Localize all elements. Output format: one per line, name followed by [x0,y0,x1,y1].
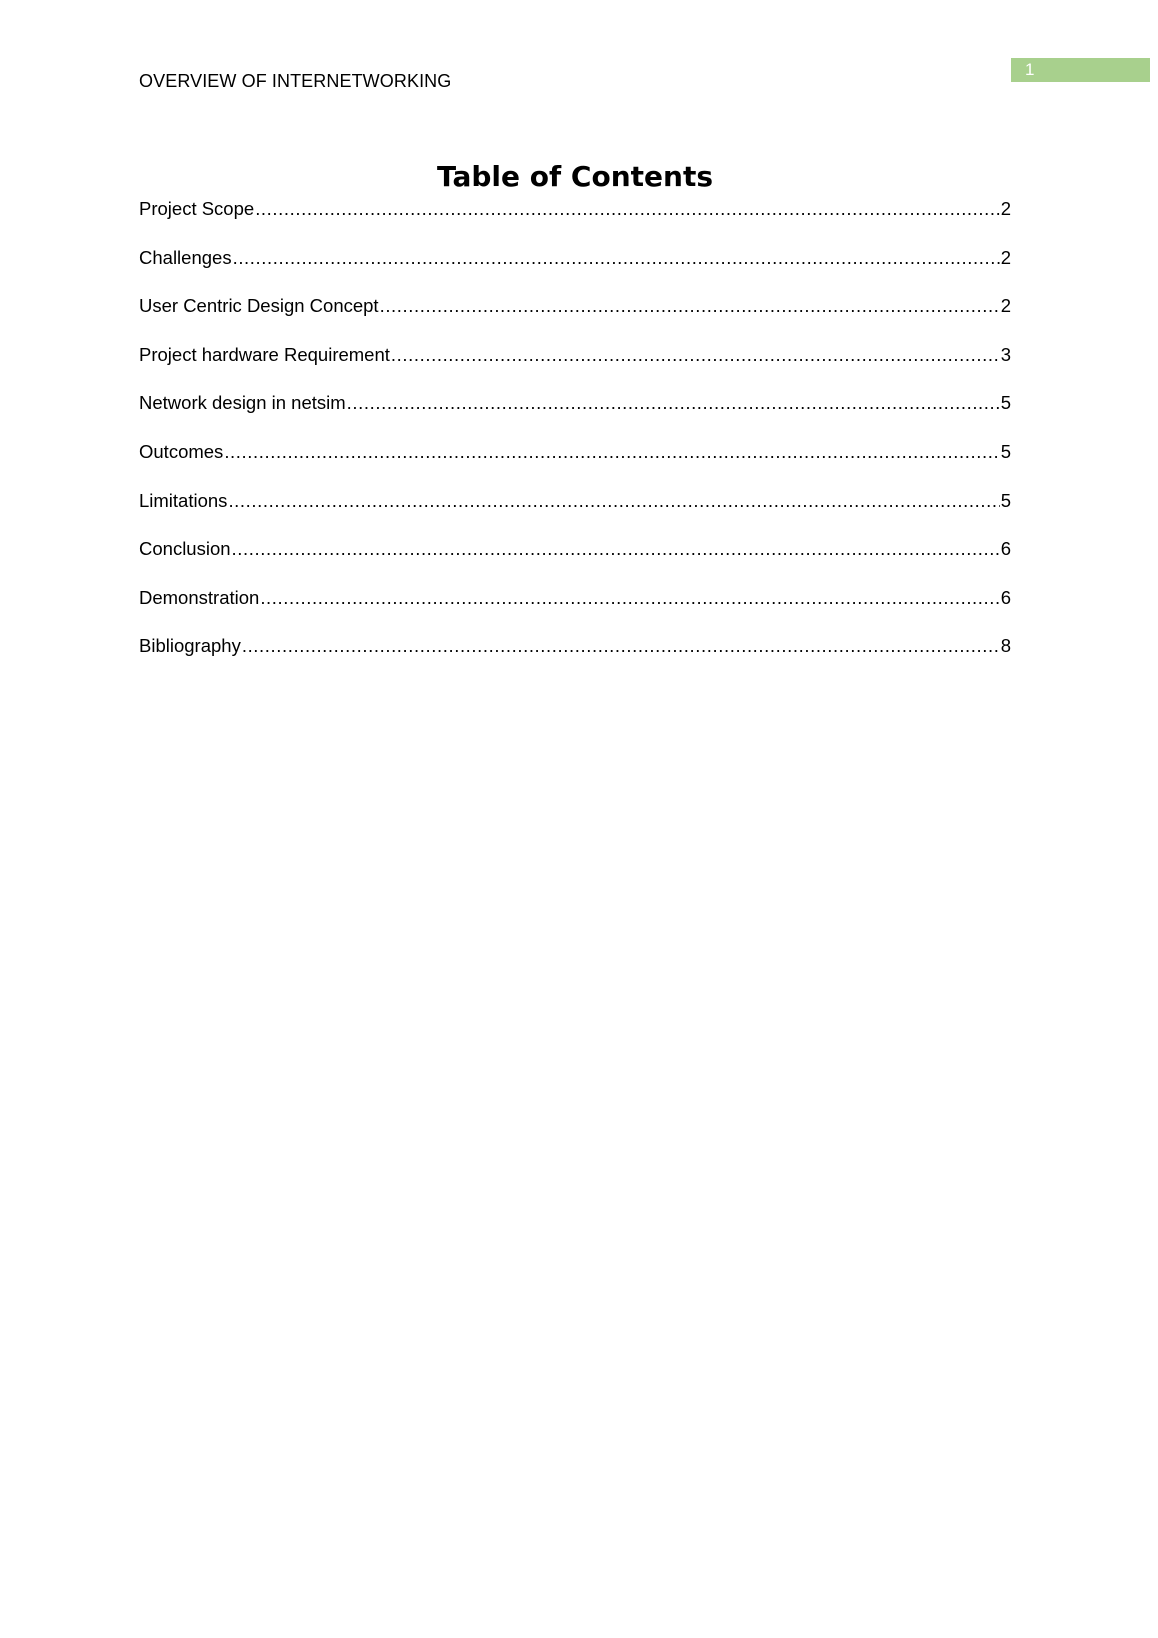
toc-dot-leader [233,246,1000,270]
toc-entry-label: Bibliography [139,635,241,657]
toc-entry-challenges[interactable] [139,246,1011,295]
page-number-bar [1011,58,1150,82]
toc-title: Table of Contents [436,160,713,193]
toc-dot-leader [224,440,999,464]
toc-entry-user-centric-design-concept[interactable] [139,294,1011,343]
toc-list [139,197,1011,683]
page-number: 1 [1025,60,1035,79]
toc-dot-leader [232,537,1000,561]
toc-entry-project-hardware-requirement[interactable] [139,343,1011,392]
toc-entry-label: Outcomes [139,440,224,462]
toc-entry-page: 6 [1000,586,1011,608]
running-header: OVERVIEW OF INTERNETWORKING [139,71,452,91]
toc-entry-limitations[interactable] [139,489,1011,538]
toc-entry-label: Demonstration [139,586,260,608]
toc-entry-label: Challenges [139,246,232,268]
toc-entry-label: Network design in netsim [139,392,346,414]
toc-entry-bibliography[interactable] [139,634,1011,683]
toc-entry-project-scope[interactable] [139,197,1011,246]
toc-entry-label: User Centric Design Concept [139,295,379,317]
toc-entry-page: 2 [1000,198,1011,219]
toc-entry-label: Limitations [139,489,228,511]
toc-entry-outcomes[interactable] [139,440,1011,489]
toc-entry-label: Project hardware Requirement [139,343,390,365]
toc-entry-page: 8 [1000,635,1011,657]
toc-entry-page: 5 [1000,489,1011,511]
toc-entry-label: Project Scope [139,198,255,219]
toc-entry-page: 2 [1000,295,1011,317]
toc-dot-leader [228,489,999,513]
toc-entry-page: 6 [1000,538,1011,560]
toc-entry-demonstration[interactable] [139,586,1011,635]
toc-entry-conclusion[interactable] [139,537,1011,586]
toc-entry-network-design-in-netsim[interactable] [139,391,1011,440]
toc-dot-leader [380,294,1000,318]
toc-dot-leader [391,343,1000,367]
toc-dot-leader [260,586,999,610]
toc-entry-page: 5 [1000,392,1011,414]
toc-entry-page: 2 [1000,246,1011,268]
toc-dot-leader [242,634,1000,658]
toc-entry-page: 3 [1000,343,1011,365]
toc-entry-page: 5 [1000,440,1011,462]
toc-entry-label: Conclusion [139,538,231,560]
toc-dot-leader [347,391,1000,415]
toc-dot-leader [255,197,1000,221]
